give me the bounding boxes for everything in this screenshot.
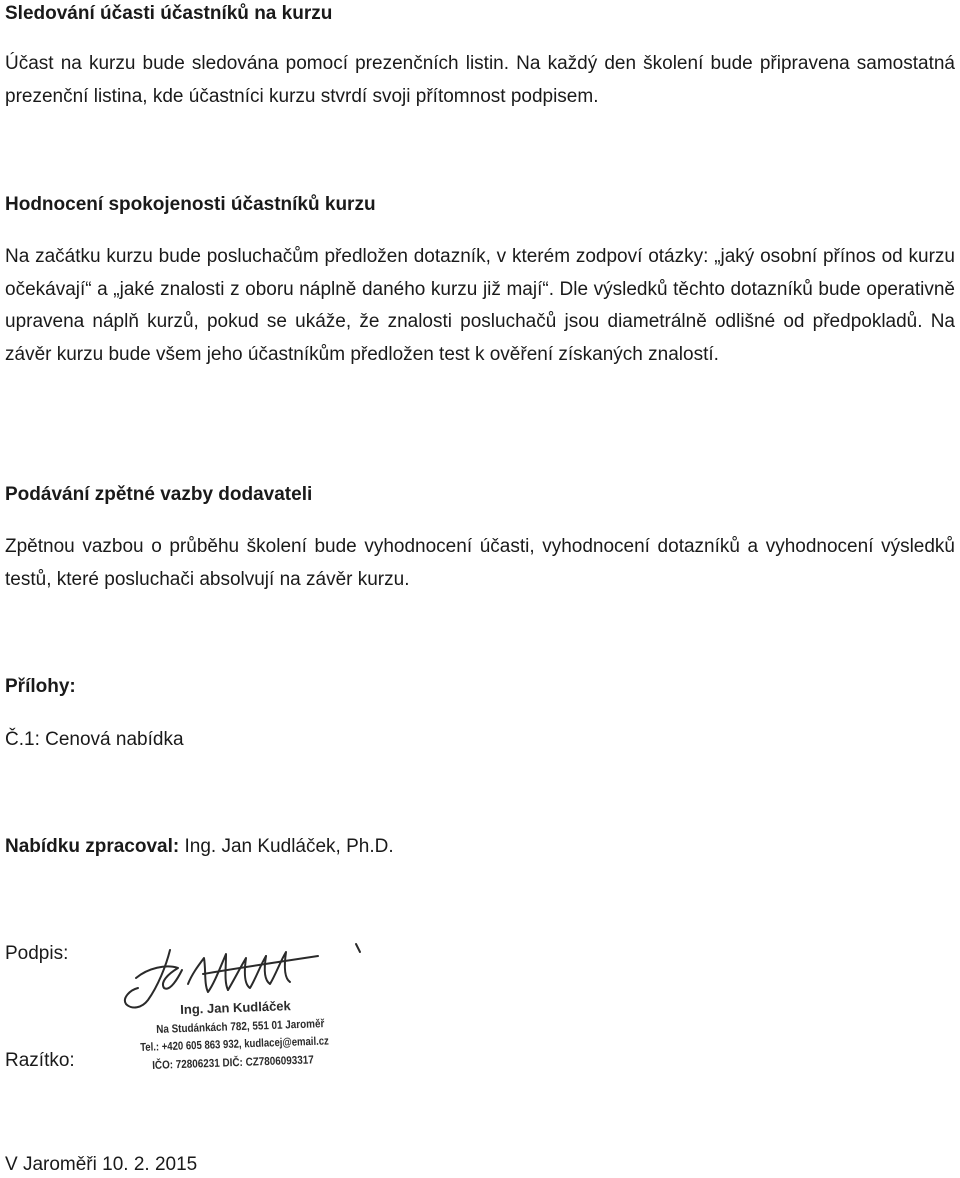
satisfaction-heading: Hodnocení spokojenosti účastníků kurzu <box>5 194 376 215</box>
satisfaction-paragraph: Na začátku kurzu bude posluchačům předložen dotazník, v kterém zodpoví otázky: „jaký osobní přínos od kurzu očekávají“ a „jaké znalosti z oboru náplně daného kurzu již mají“. Dle výsledků těchto dotazníků bude operativně upravena náplň kurzů, pokud se ukáže, že znalosti posluchačů jsou diametrálně odlišné od předpokladů. Na závěr kurzu bude všem jeho účastníkům předložen test k ověření získaných znalostí. <box>5 246 955 365</box>
stamp-contact: Tel.: +420 605 863 932, kudlacej@email.cz <box>140 1035 330 1054</box>
prepared-by-name: Ing. Jan Kudláček, Ph.D. <box>184 836 394 857</box>
attendance-paragraph: Účast na kurzu bude sledována pomocí prezenčních listin. Na každý den školení bude připravena samostatná prezenční listina, kde účastníci kurzu stvrdí svoji přítomnost podpisem. <box>5 53 955 107</box>
stamp-address: Na Studánkách 782, 551 01 Jaroměř <box>156 1018 325 1036</box>
place-and-date: V Jaroměři 10. 2. 2015 <box>5 1154 198 1175</box>
prepared-by-label: Nabídku zpracoval: <box>5 836 180 857</box>
attachment-item: Č.1: Cenová nabídka <box>5 729 184 750</box>
prepared-by <box>5 836 394 858</box>
stamp-label: Razítko: <box>5 1050 75 1071</box>
feedback-heading: Podávání zpětné vazby dodavateli <box>5 484 313 505</box>
stamp-name: Ing. Jan Kudláček <box>180 998 292 1017</box>
signature-and-stamp <box>108 938 398 1088</box>
stamp-ids: IČO: 72806231 DIČ: CZ7806093317 <box>152 1054 314 1072</box>
attendance-heading: Sledování účasti účastníků na kurzu <box>5 3 333 24</box>
feedback-paragraph: Zpětnou vazbou o průběhu školení bude vyhodnocení účasti, vyhodnocení dotazníků a vyhodnocení výsledků testů, které posluchači absolvují na závěr kurzu. <box>5 536 955 590</box>
signature-label: Podpis: <box>5 943 69 964</box>
attachments-label: Přílohy: <box>5 676 76 697</box>
